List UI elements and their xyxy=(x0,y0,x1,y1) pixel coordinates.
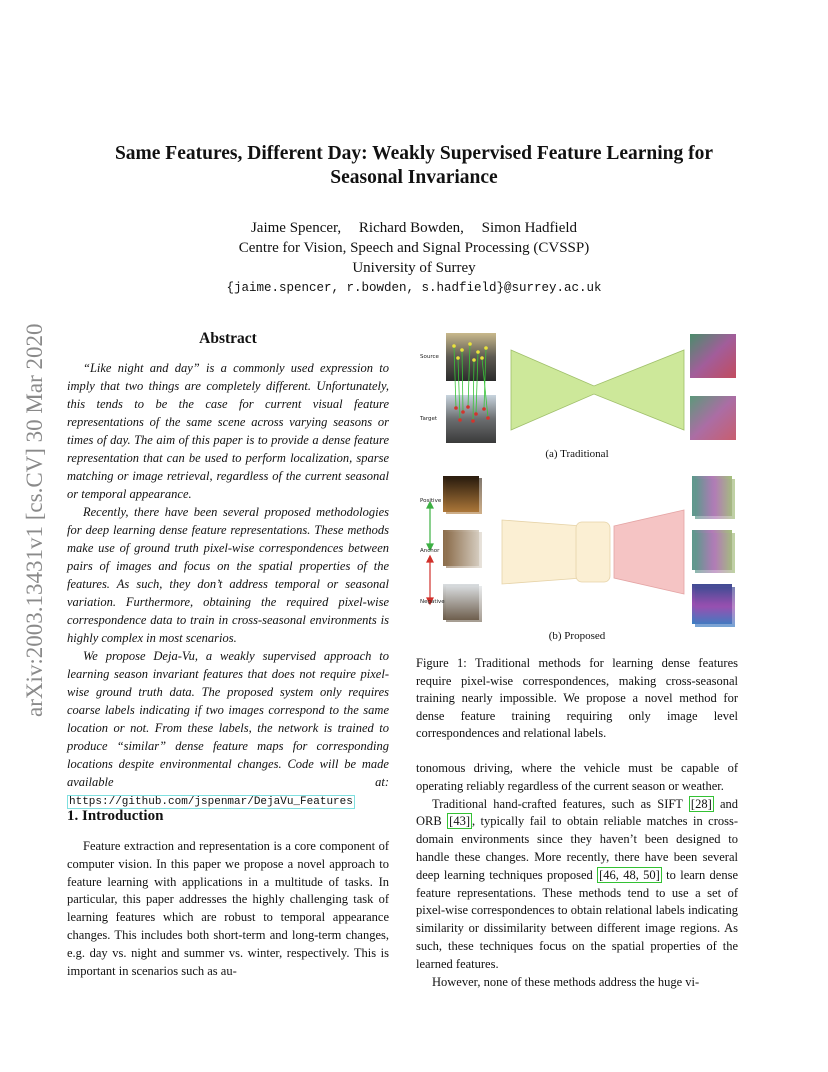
affiliation: Centre for Vision, Speech and Signal Processing (CVSSP) xyxy=(238,240,590,256)
proposed-decoder xyxy=(614,510,684,594)
source-image xyxy=(446,333,496,381)
author-names xyxy=(60,218,768,238)
abstract-section xyxy=(67,330,389,811)
author-3: Simon Hadfield xyxy=(481,220,578,236)
author-1: Jaime Spencer, xyxy=(250,220,342,236)
traditional-diagram xyxy=(446,333,736,443)
title-line-2: Seasonal Invariance xyxy=(330,167,498,188)
right-paragraph-1: tonomous driving, where the vehicle must be capable of operating reliably regardless of the current season or weather. xyxy=(416,761,738,793)
traditional-network xyxy=(511,350,684,430)
citation-46-48-50[interactable]: [46, 48, 50] xyxy=(599,867,660,882)
introduction-heading: 1. Introduction xyxy=(67,808,164,824)
label-anchor: Anchor xyxy=(420,548,440,554)
abstract-paragraph-3-text: We propose Deja-Vu, a weakly supervised approach to learning season invariant features that does not require pixel-wise ground truth data. The proposed system only requires coarse labels indicating if two images correspond to the same location or not. From these labels, the network is trained to produce “similar” dense feature maps for corresponding locations despite environmental changes. Code will be made available at: xyxy=(67,649,389,789)
university: University of Surrey xyxy=(352,260,476,276)
abstract-heading: Abstract xyxy=(199,330,257,347)
label-target: Target xyxy=(420,416,438,422)
proposed-encoder xyxy=(502,520,582,584)
label-source: Source xyxy=(420,354,439,360)
paper-title xyxy=(60,142,768,190)
figure-1 xyxy=(416,328,738,646)
author-block xyxy=(60,218,768,298)
source-feature-map xyxy=(690,334,736,378)
positive-arrow xyxy=(427,502,433,550)
abstract-paragraph-3 xyxy=(67,647,389,811)
figure-1-caption: Figure 1: Traditional methods for learning dense features require pixel-wise correspondences, making cross-seasonal training nearly impossible. We propose a novel method for dense feature training requiring only image level correspondences and relational labels. xyxy=(416,656,738,740)
introduction-paragraph-1: Feature extraction and representation is a core component of computer vision. In this paper we propose a novel approach to feature learning with applications in a multitude of tasks. In particular, this paper addresses the highly challenging task of learning features which are robust to temporal appearance changes. This includes both short-term and long-term changes, e.g. day vs. night and summer vs. winter, respectively. This is important in scenarios such as au- xyxy=(67,839,389,978)
right-paragraph-2-text-c: , typically fail to obtain reliable matches in cross-domain environments since they haven’t been designed to handle these changes. More recently, there have been several deep learning techniques proposed xyxy=(416,814,739,882)
subcaption-proposed: (b) Proposed xyxy=(548,630,606,642)
label-negative: Negative xyxy=(420,599,445,605)
target-feature-map xyxy=(690,396,736,440)
code-link[interactable]: https://github.com/jspenmar/DejaVu_Features xyxy=(69,796,353,808)
negative-arrow xyxy=(427,556,433,604)
subcaption-traditional: (a) Traditional xyxy=(545,448,609,460)
label-positive: Positive xyxy=(420,498,442,504)
title-line-1: Same Features, Different Day: Weakly Supervised Feature Learning for xyxy=(114,143,714,164)
arxiv-identifier: arXiv:2003.13431v1 [cs.CV] 30 Mar 2020 xyxy=(22,323,47,718)
author-2: Richard Bowden, xyxy=(358,220,464,236)
citation-28[interactable]: [28] xyxy=(690,796,712,811)
abstract-paragraph-2: Recently, there have been several proposed methodologies for deep learning dense feature representations. These methods make use of ground truth pixel-wise correspondences between pairs of images and focus on the spatial properties of the features. As such, they don’t address temporal or seasonal variation. Furthermore, obtaining the required pixel-wise correspondence data to train in cross-seasonal environments is highly complex in most scenarios. xyxy=(67,505,389,645)
abstract-paragraph-1: “Like night and day” is a commonly used expression to imply that two things are completely different. Unfortunately, this tends to be the case for current visual feature representations of the same scene across varying seasons or times of day. The aim of this paper is to provide a dense feature representation that can be used to perform localization, sparse matching or image retrieval, regardless of the current seasonal or temporal appearance. xyxy=(67,361,389,501)
proposed-diagram xyxy=(427,476,735,627)
right-paragraph-2-text-d: to learn dense feature representations. These methods tend to use a set of pixel-wise correspondences to obtain relational labels indicating similarity or dissimilarity between different image regions. As such, these techniques focus on the spatial properties of the learned features. xyxy=(416,867,738,971)
introduction-section xyxy=(67,838,389,980)
right-paragraph-2-text-b: and ORB xyxy=(416,796,738,829)
author-emails: {jaime.spencer, r.bowden, s.hadfield}@surrey.ac.uk xyxy=(226,281,602,295)
right-paragraph-2-text-a: Traditional hand-crafted features, such as SIFT xyxy=(432,796,689,811)
citation-43[interactable]: [43] xyxy=(449,814,470,829)
right-paragraph-3: However, none of these methods address the huge vi- xyxy=(432,974,700,989)
figure-1-graphic xyxy=(416,328,738,646)
right-paragraph-2 xyxy=(416,796,738,974)
proposed-bottleneck xyxy=(576,522,610,582)
introduction-continued xyxy=(416,760,738,991)
